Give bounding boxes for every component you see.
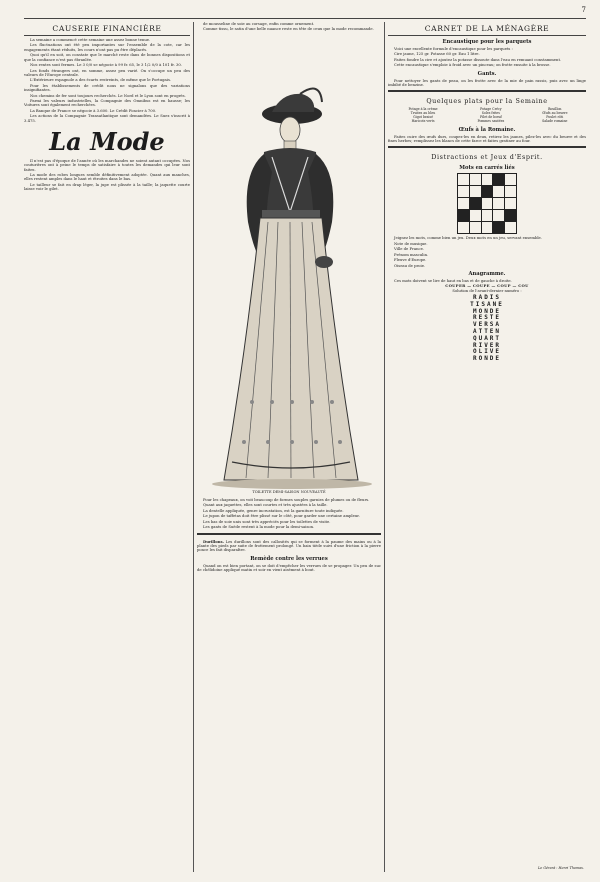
encaustique-body bbox=[388, 47, 586, 68]
finance-paragraph: Nos rentes sont fermes. Le 3 0/0 se négocie à 99 fr. 65, le 3 1/2 0/0 à 101 fr. 30. bbox=[30, 63, 182, 68]
column-menagere bbox=[388, 22, 586, 872]
anagramme-text: Ces mots doivent se lire de haut en bas et de gauche à droite. bbox=[394, 278, 512, 283]
anagramme-title: Anagramme. bbox=[468, 270, 506, 277]
carre-clues bbox=[388, 242, 586, 268]
word-square-cell bbox=[458, 210, 470, 222]
column-rule-2 bbox=[384, 22, 385, 872]
word-square-cell bbox=[469, 198, 481, 210]
page-number: 7 bbox=[581, 6, 586, 14]
word-square-cell bbox=[469, 186, 481, 198]
column-mode-bottom bbox=[197, 498, 381, 872]
word-square-cell bbox=[505, 198, 517, 210]
section-double-rule bbox=[197, 533, 381, 537]
menagere-title-rule bbox=[388, 35, 586, 36]
solution-word-grid bbox=[388, 295, 586, 363]
finance-paragraph: Nos chemins de fer sont toujours recherchés. Le Nord et le Lyon sont en progrès. bbox=[30, 93, 186, 98]
carre-clue: Oiseau de proie. bbox=[394, 263, 426, 268]
encaustique-paragraph: Cire jaune, 125 gr. Potasse 60 gr. Eau 1 litre. bbox=[394, 52, 480, 57]
word-square-cell bbox=[458, 198, 470, 210]
word-square-cell bbox=[505, 186, 517, 198]
menu-rule bbox=[388, 90, 586, 94]
word-square-cell bbox=[481, 186, 493, 198]
column-finance bbox=[24, 22, 190, 872]
word-square-cell bbox=[493, 174, 505, 186]
word-square-cell bbox=[493, 210, 505, 222]
solution-line: ATTEN bbox=[472, 327, 502, 335]
recette-text: Faites cuire des œufs durs, coupez-les en deux, retirez les jaunes, pilez-les avec du beurre et des fines herbes; remplissez les blancs de cette farce et faites gratiner au four. bbox=[388, 134, 586, 143]
mode-paragraph: Le tailleur se fait en drap léger, la jupe est plissée à la taille; la jaquette courte laisse voir le gilet. bbox=[24, 182, 190, 192]
word-square-cell bbox=[458, 174, 470, 186]
menu-column: Potage à la crème Truites au bleu Gigot braisé Haricots verts bbox=[408, 107, 438, 123]
gants-title: Gants. bbox=[477, 70, 497, 77]
jeux-title: Distractions et Jeux d'Esprit. bbox=[431, 153, 543, 162]
mode-paragraph: Pour les chapeaux, on voit beaucoup de formes souples garnies de plumes ou de fleurs. bbox=[203, 498, 370, 502]
printer-stamp: Le Gérant : Henri Thomas. bbox=[537, 866, 584, 870]
mode-paragraph: La dentelle appliquée, genre incrustation, est la garniture toute indiquée. bbox=[203, 508, 344, 513]
finance-paragraph: Parmi les valeurs industrielles, la Compagnie des Omnibus est en hausse; les Voitures sont également recherchées. bbox=[24, 99, 190, 108]
word-square-cell bbox=[458, 186, 470, 198]
word-square-cell bbox=[505, 174, 517, 186]
gants-text: Pour nettoyer les gants de peau, on les frotte avec de la mie de pain rassis, puis avec un linge imbibé de benzine. bbox=[388, 78, 586, 88]
solution-line: RESTE bbox=[472, 314, 502, 322]
menu-column: Bouillon Œufs au beurre Poulet rôti Salade romaine bbox=[542, 107, 568, 123]
finance-body bbox=[24, 38, 190, 123]
mode-paragraph: La mode des robes longues semble définitivement adoptée. Quant aux manches, elles restent amples dans le haut et étroites dans le bas. bbox=[24, 173, 190, 182]
carre-title: Mots en carrés liés bbox=[459, 165, 515, 172]
mode-paragraph: Les bas de soie unis sont très appréciés pour les toilettes de visite. bbox=[203, 519, 331, 524]
carre-clue: Ville de France. bbox=[394, 247, 425, 252]
finance-paragraph: Les actions de la Compagnie Transatlantique sont demandées. Le Suez s'inscrit à 3.475. bbox=[24, 114, 190, 123]
finance-paragraph: Pour les établissements de crédit nous ne signalons que des variations insignifiantes. bbox=[24, 83, 190, 93]
solution-line: RONDE bbox=[472, 355, 502, 363]
mode-paragraph: de mousseline de soie au corsage, enfin comme ornement. bbox=[203, 22, 315, 26]
carre-text: Jeignez les mots, comme bien un jeu. Deux mots en un jeu, servant ensemble. bbox=[394, 236, 542, 241]
word-square-cell bbox=[481, 210, 493, 222]
grid-solution-title: Solution de l'avant-dernier numéro : bbox=[452, 288, 522, 293]
durillons-text: Les durillons sont des callosités qui se forment à la paume des mains ou à la plante des pieds par suite de frottement prolongé. Un bain tiède suivi d'une friction à la pierre ponce les fait disparaître. bbox=[197, 539, 381, 553]
finance-paragraph: L'Extérieure espagnole a des écarts restreints, de même que le Portugais. bbox=[30, 78, 172, 83]
column-rule-1 bbox=[193, 22, 194, 872]
mode-paragraph: Les gants de Suède restent à la mode pour la demi-saison. bbox=[203, 525, 315, 530]
woman-dress-engraving bbox=[202, 22, 376, 492]
mode-paragraph: Le jupon de taffetas doit être plissé sur le côté, pour garder une certaine ampleur. bbox=[203, 514, 360, 519]
word-square-cell bbox=[469, 210, 481, 222]
solution-line: TISANE bbox=[470, 300, 504, 308]
word-square-cell bbox=[493, 222, 505, 234]
solution-line: OLIVE bbox=[472, 348, 502, 356]
solution-line: RADIS bbox=[472, 293, 502, 301]
word-square-cell bbox=[493, 186, 505, 198]
finance-paragraph: Quoi qu'il en soit, on constate que le marché reste dans de bonnes dispositions et que la confiance n'est pas ébranlée. bbox=[24, 53, 190, 62]
carre-clue: Fleuve d'Europe. bbox=[394, 258, 427, 263]
word-square-cell bbox=[481, 174, 493, 186]
top-rule bbox=[24, 18, 586, 19]
word-square-cell bbox=[505, 222, 517, 234]
illustration-caption: TOILETTE DEMI-SAISON NOUVEAUTÉ bbox=[252, 490, 326, 494]
menu-title: Quelques plats pour la Semaine bbox=[426, 97, 548, 106]
mode-paragraph: Quant aux jaquettes, elles sont courtes et très ajustées à la taille. bbox=[203, 503, 328, 508]
jeux-rule bbox=[388, 146, 586, 150]
verrues-text: Quand on est bien portant, on se doit d'empêcher les verrues de se propager. Un peu de suc de chélidoine appliqué matin et soir en vient aisément à bout. bbox=[197, 563, 381, 572]
word-square-cell bbox=[469, 222, 481, 234]
word-square-cell bbox=[469, 174, 481, 186]
mode-title: La Mode bbox=[49, 126, 165, 156]
carre-clue: Prénom masculin. bbox=[394, 252, 429, 257]
menu-row bbox=[388, 108, 586, 123]
word-square-grid bbox=[457, 173, 517, 234]
solution-line: MONDE bbox=[472, 307, 502, 315]
verrues-title: Remède contre les verrues bbox=[250, 555, 328, 562]
finance-paragraph: La semaine a commencé cette semaine une assez bonne tenue. bbox=[30, 38, 151, 42]
encaustique-paragraph: Voici une excellente formule d'encaustique pour les parquets : bbox=[394, 47, 513, 51]
mode-paragraph: Comme tissu, le satin d'une belle nuance reste en tête de ceux que la mode recommande. bbox=[203, 27, 374, 32]
word-square-cell bbox=[481, 198, 493, 210]
recette-title: Œufs à la Romaine. bbox=[458, 126, 516, 133]
durillons-paragraph bbox=[197, 540, 381, 553]
finance-paragraph: Les fonds étrangers ont, en somme, assez peu varié. On s'occupe un peu des valeurs de l'Europe centrale. bbox=[24, 68, 190, 77]
encaustique-paragraph: Faites fondre la cire et ajoutez la potasse dissoute dans l'eau en remuant constamment. bbox=[394, 57, 562, 62]
encaustique-title: Encaustique pour les parquets bbox=[442, 39, 532, 45]
solution-line: VERSA bbox=[472, 321, 502, 329]
mode-paragraph: Il n'est pas d'époque de l'année où les marchandes ne soient autant occupées. Nos couturières ont à peine le temps de satisfaire à toutes les demandes qui leur sont faites. bbox=[24, 158, 190, 172]
fashion-illustration bbox=[202, 22, 376, 492]
mode-body bbox=[24, 159, 190, 191]
finance-paragraph: Les fluctuations ont été peu importantes sur l'ensemble de la cote, car les engagements étant réduits, les cours n'ont pas pu être déplacés. bbox=[24, 43, 190, 52]
menagere-title: CARNET DE LA MÉNAGÈRE bbox=[424, 24, 550, 33]
finance-paragraph: La Banque de France se négocie à 3.600. Le Crédit Foncier à 700. bbox=[30, 108, 157, 113]
encaustique-paragraph: Cette encaustique s'emploie à froid avec un pinceau; on frotte ensuite à la brosse. bbox=[394, 63, 551, 68]
word-square-cell bbox=[481, 222, 493, 234]
word-square-cell bbox=[458, 222, 470, 234]
finance-title-rule bbox=[24, 35, 190, 36]
anagramme-words: COUPER — COUPE — COUP — COU bbox=[445, 283, 529, 289]
word-square-cell bbox=[493, 198, 505, 210]
menu-column: Potage Crécy Soles frites Filet de bœuf Pommes sautées bbox=[477, 107, 505, 123]
word-square-cell bbox=[505, 210, 517, 222]
solution-line: QUART bbox=[472, 334, 502, 342]
menu-table bbox=[388, 108, 586, 123]
carre-clue: Note de musique. bbox=[394, 241, 428, 246]
finance-title: CAUSERIE FINANCIÈRE bbox=[52, 24, 162, 33]
durillons-title: Durillons. bbox=[203, 538, 224, 544]
mode-details bbox=[197, 498, 381, 530]
solution-line: RIVER bbox=[472, 341, 502, 349]
